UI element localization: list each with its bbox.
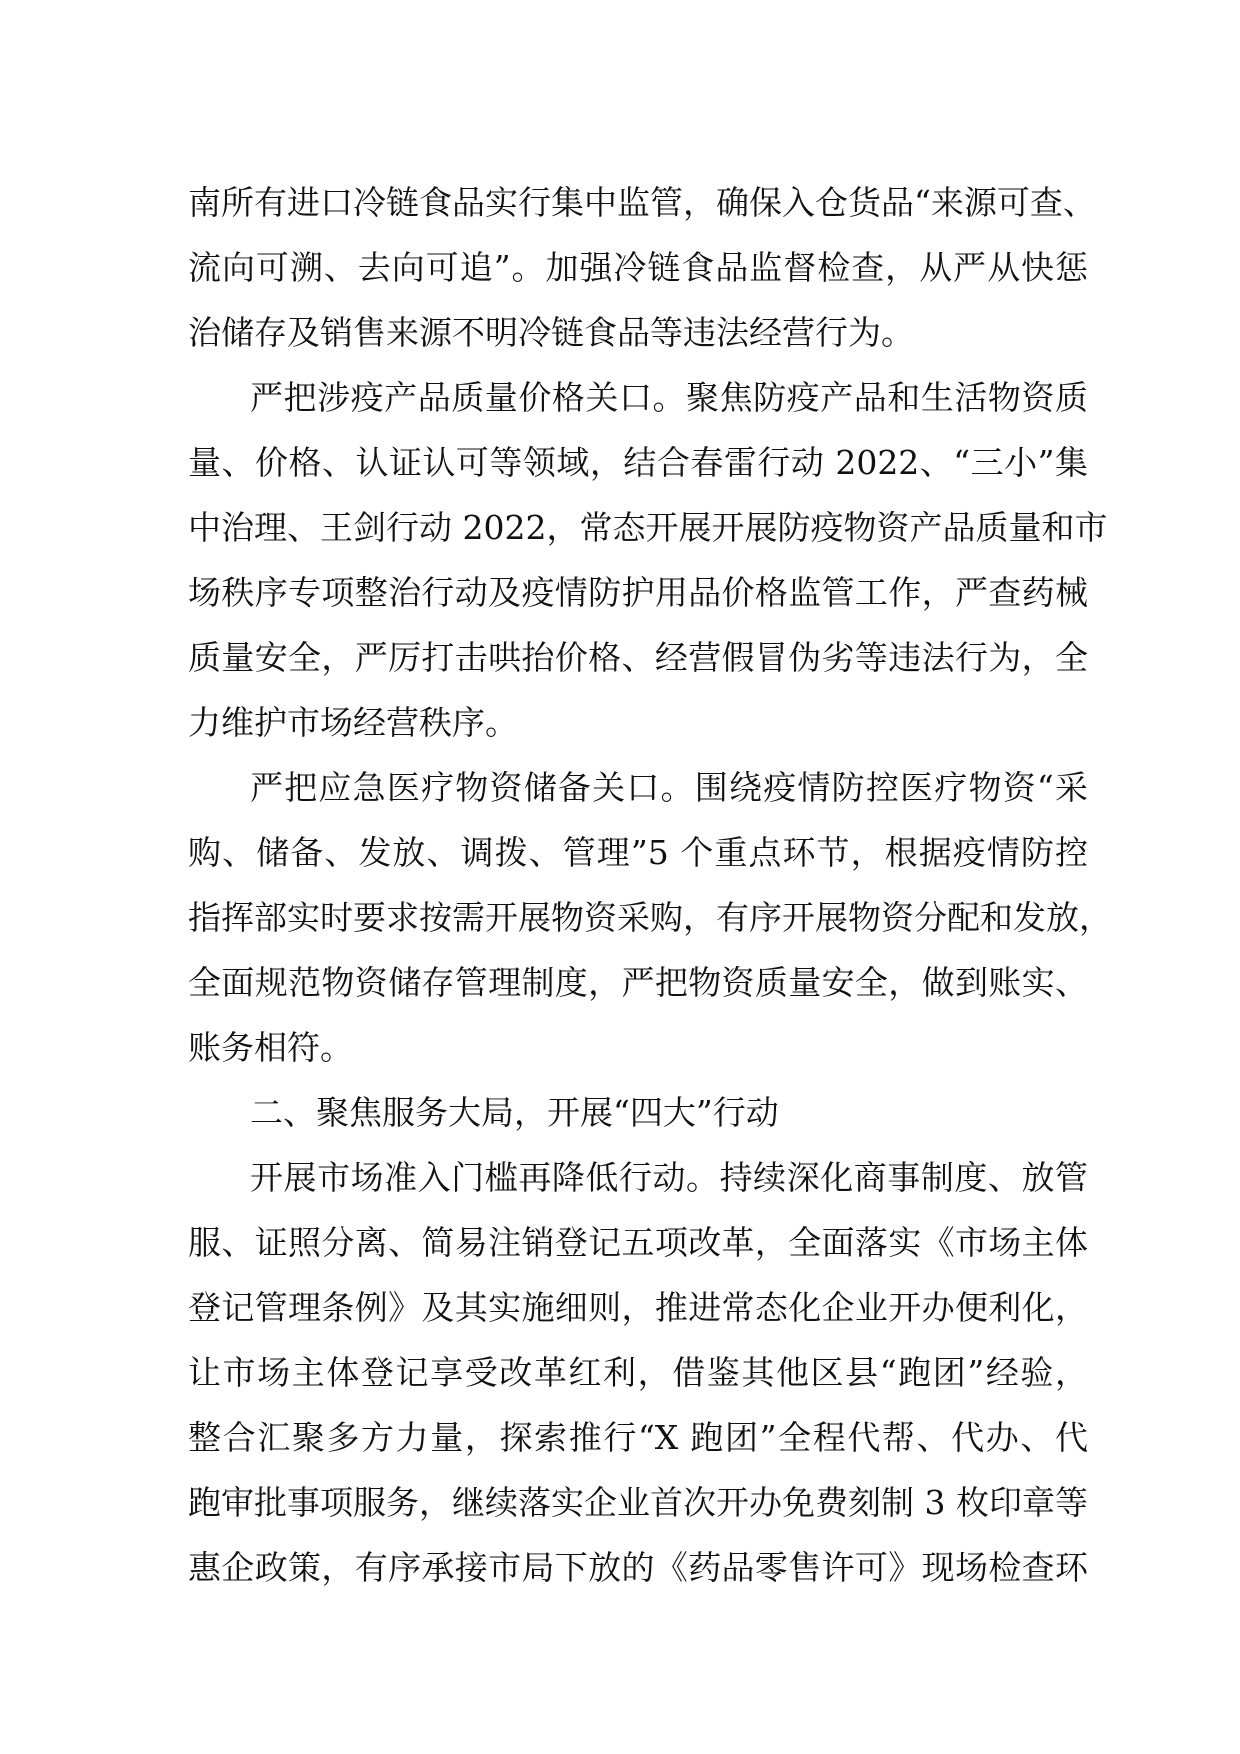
paragraph-line: 流向可溯、去向可追”。加强冷链食品监督检查，从严从快惩 (188, 248, 1088, 287)
paragraph-line: 力维护市场经营秩序。 (188, 703, 518, 742)
paragraph-line: 南所有进口冷链食品实行集中监管，确保入仓货品“来源可查、 (188, 183, 1096, 222)
section-heading: 二、聚焦服务大局，开展“四大”行动 (250, 1093, 779, 1132)
paragraph-line: 服、证照分离、简易注销登记五项改革，全面落实《市场主体 (188, 1223, 1088, 1262)
paragraph-line: 登记管理条例》及其实施细则，推进常态化企业开办便利化， (188, 1288, 1088, 1327)
paragraph-line: 惠企政策，有序承接市局下放的《药品零售许可》现场检查环 (188, 1548, 1088, 1587)
paragraph-line: 整合汇聚多方力量，探索推行“X 跑团”全程代帮、代办、代 (188, 1418, 1088, 1457)
paragraph-line: 中治理、王剑行动 2022，常态开展开展防疫物资产品质量和市 (188, 508, 1108, 547)
paragraph-line: 严把应急医疗物资储备关口。围绕疫情防控医疗物资“采 (250, 768, 1088, 807)
paragraph-line: 让市场主体登记享受改革红利，借鉴其他区县“跑团”经验， (188, 1353, 1088, 1392)
paragraph-line: 量、价格、认证认可等领域，结合春雷行动 2022、“三小”集 (188, 443, 1088, 482)
paragraph-line: 开展市场准入门槛再降低行动。持续深化商事制度、放管 (250, 1158, 1088, 1197)
paragraph-line: 购、储备、发放、调拨、管理”5 个重点环节，根据疫情防控 (188, 833, 1088, 872)
document-body (188, 170, 1112, 1600)
paragraph-line: 跑审批事项服务，继续落实企业首次开办免费刻制 3 枚印章等 (188, 1483, 1088, 1522)
paragraph-line: 严把涉疫产品质量价格关口。聚焦防疫产品和生活物资质 (250, 378, 1088, 417)
paragraph-line: 场秩序专项整治行动及疫情防护用品价格监管工作，严查药械 (188, 573, 1088, 612)
paragraph-line: 指挥部实时要求按需开展物资采购，有序开展物资分配和发放， (188, 898, 1112, 937)
paragraph-line: 全面规范物资储存管理制度，严把物资质量安全，做到账实、 (188, 963, 1088, 1002)
paragraph-line: 质量安全，严厉打击哄抬价格、经营假冒伪劣等违法行为，全 (188, 638, 1088, 677)
paragraph-line: 治储存及销售来源不明冷链食品等违法经营行为。 (188, 313, 914, 352)
paragraph-line: 账务相符。 (188, 1028, 353, 1067)
